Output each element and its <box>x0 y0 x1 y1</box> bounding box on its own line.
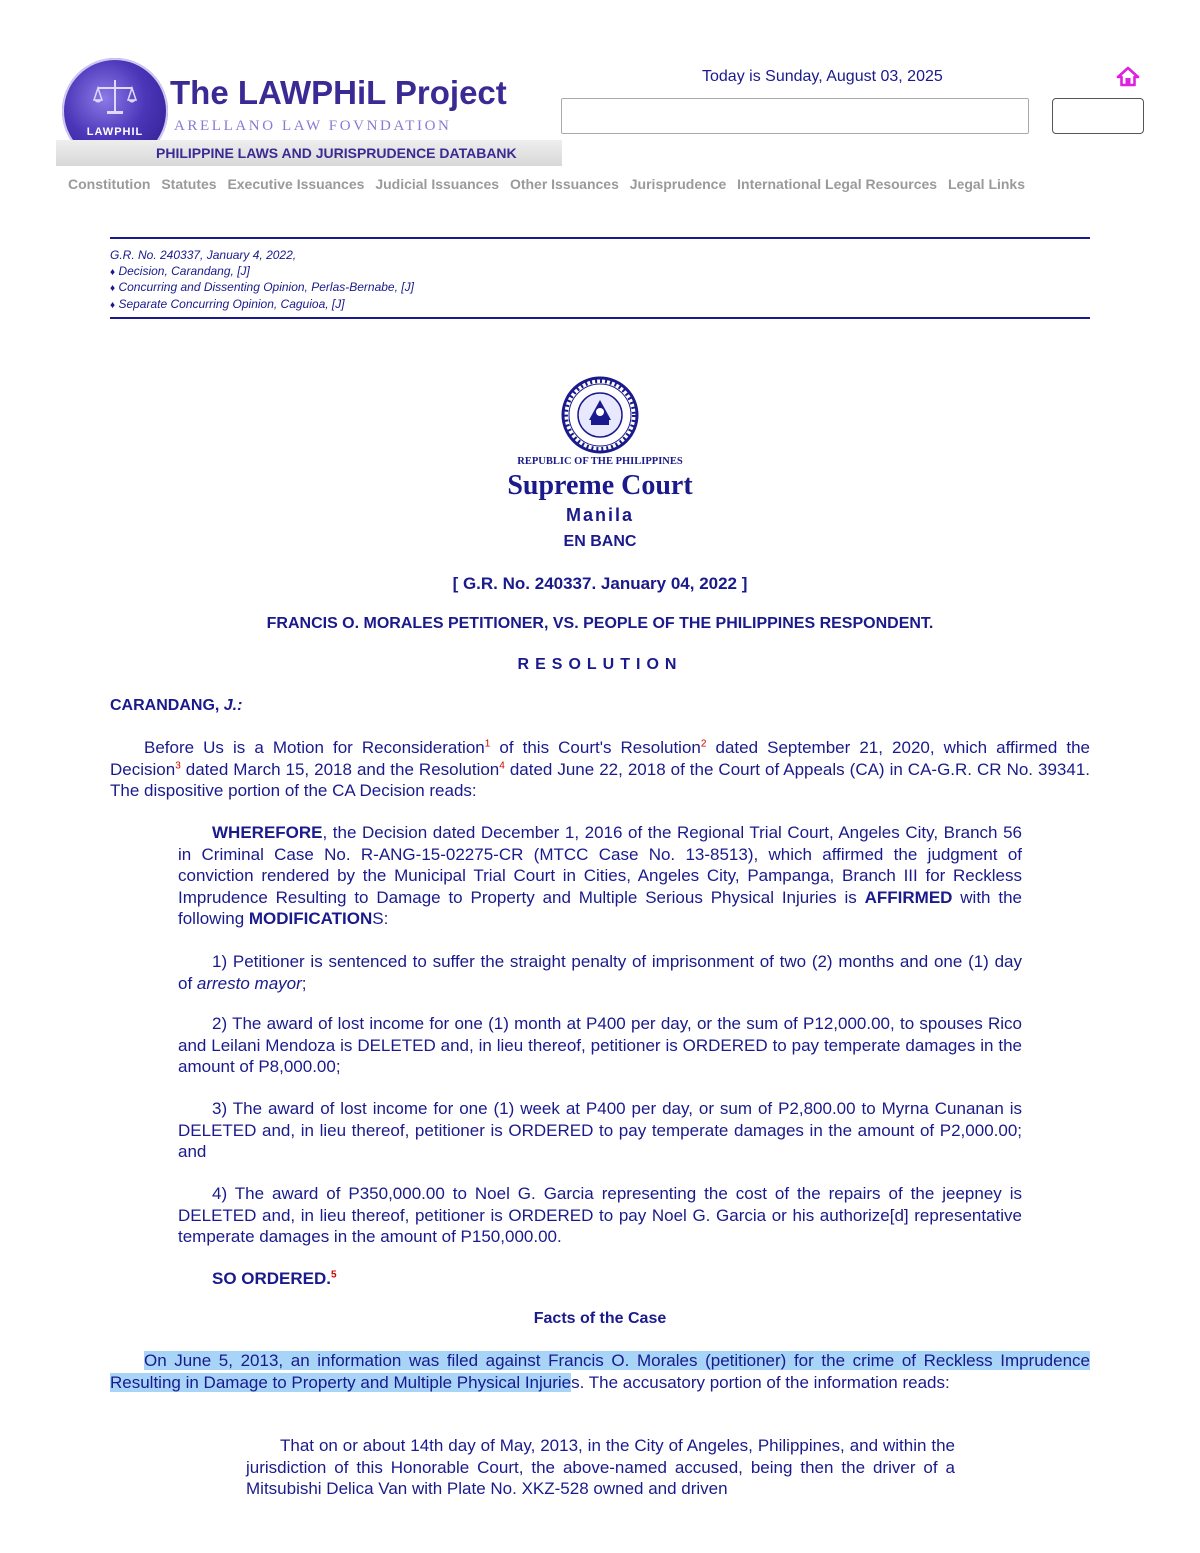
ponente <box>110 697 242 715</box>
quote-item-2: 2) The award of lost income for one (1) month at P400 per day, or the sum of P12,000.00, to spouses Rico and Leilani Mendoza is DELETED and, in lieu thereof, petitioner is ORDERED to pay temperate damages in the amount of P8,000.00; <box>178 1014 1022 1076</box>
text-run: with the following <box>178 887 1022 928</box>
home-icon[interactable] <box>1116 66 1140 88</box>
text-run: s. The accusatory portion of the information reads: <box>571 1372 950 1392</box>
nav-statutes[interactable]: Statutes <box>161 176 217 192</box>
footnote-2[interactable]: 2 <box>700 738 707 750</box>
footnote-4[interactable]: 4 <box>499 759 505 771</box>
text-run: dated June 22, 2018 of the Court of Appeals (CA) in CA-G.R. CR No. 39341. The dispositive portion of the CA Decision reads: <box>110 759 1091 800</box>
search-button[interactable] <box>1052 98 1144 134</box>
text-run: 1) Petitioner is sentenced to suffer the straight penalty of imprisonment of two (2) months and one (1) day of <box>178 952 1022 993</box>
search-input[interactable] <box>561 98 1029 134</box>
site-logo[interactable] <box>56 58 562 170</box>
quote-item-1 <box>178 951 1022 994</box>
text-run: S: <box>372 909 389 928</box>
ponente-title: J.: <box>223 697 243 714</box>
toc-link-concurring-dissenting[interactable]: Concurring and Dissenting Opinion, Perlas-Bernabe, [J] <box>118 280 414 294</box>
today-date: Today is Sunday, August 03, 2025 <box>702 68 943 85</box>
seal-label: LAWPHIL <box>86 126 144 138</box>
text-run: of this Court's Resolution <box>490 738 701 757</box>
toc-item <box>110 264 414 281</box>
toc-case: G.R. No. 240337, January 4, 2022, <box>110 248 297 262</box>
nav-judicial-issuances[interactable]: Judicial Issuances <box>375 176 500 192</box>
text-run: MODIFICATION <box>248 909 373 928</box>
nav-legal-links[interactable]: Legal Links <box>947 176 1026 192</box>
document-type: RESOLUTION <box>517 656 683 673</box>
gr-number: [ G.R. No. 240337. January 04, 2022 ] <box>452 574 748 593</box>
text-run: SO ORDERED. <box>212 1269 332 1288</box>
footnote-1[interactable]: 1 <box>484 738 491 750</box>
document-toc <box>110 248 414 313</box>
paragraph-intro <box>110 737 1090 802</box>
footnote-5[interactable]: 5 <box>331 1269 337 1281</box>
toc-link-decision[interactable]: Decision, Carandang, [J] <box>118 263 250 278</box>
bullet-icon: ♦ <box>110 266 116 278</box>
nav-executive-issuances[interactable]: Executive Issuances <box>227 176 365 192</box>
nav-constitution[interactable]: Constitution <box>68 176 151 192</box>
toc-link-separate-concurring[interactable]: Separate Concurring Opinion, Caguioa, [J] <box>118 296 345 311</box>
court-city: Manila <box>565 505 634 525</box>
text-run: Before Us is a Motion for Reconsideration <box>144 738 485 757</box>
text-run: , the Decision dated December 1, 2016 of the Regional Trial Court, Angeles City, Branch 56 in Criminal Case No. R-ANG-15-02275-CR (MTCC Case No. 13-8513), which affirmed the judgment of conviction rendered by the Municipal Trial Court in Cities, Angeles City, Pampanga, Branch III for Reckless Imprudence Resulting to Damage to Property and Multiple Serious Physical Injuries is <box>178 823 1022 907</box>
quote-information: That on or about 14th day of May, 2013, in the City of Angeles, Philippines, and within the jurisdiction of this Honorable Court, the above-named accused, being then the driver of a Mitsubishi Delica Van with Plate No. XKZ-528 owned and driven <box>246 1436 955 1498</box>
logo-banner-text: PHILIPPINE LAWS AND JURISPRUDENCE DATABANK <box>156 145 517 161</box>
quote-item-3: 3) The award of lost income for one (1) week at P400 per day, or sum of P2,800.00 to Myrna Cunanan is DELETED and, in lieu thereof, petitioner is ORDERED to pay temperate damages in the amount of P2,000.00; and <box>178 1099 1022 1161</box>
logo-subtitle: ARELLANO LAW FOVNDATION <box>174 118 452 134</box>
toc-item <box>110 297 414 314</box>
supreme-court-title: Supreme Court <box>507 470 693 501</box>
footnote-3[interactable]: 3 <box>175 759 181 771</box>
logo-title: The LAWPHiL Project <box>170 74 507 111</box>
so-ordered <box>178 1268 1022 1290</box>
text-run: AFFIRMED <box>864 887 953 907</box>
text-run: ; <box>301 973 307 993</box>
republic-label: REPUBLIC OF THE PHILIPPINES <box>517 456 683 467</box>
toc-item <box>110 280 414 297</box>
text-run: dated March 15, 2018 and the Resolution <box>180 759 500 779</box>
paragraph-facts <box>110 1350 1090 1393</box>
ponente-name: CARANDANG, <box>110 697 224 714</box>
bullet-icon: ♦ <box>110 283 116 294</box>
section-heading-facts: Facts of the Case <box>533 1310 667 1327</box>
text-run: arresto mayor <box>196 973 302 993</box>
court-division: EN BANC <box>563 533 637 550</box>
logo-banner <box>56 140 562 166</box>
case-parties: FRANCIS O. MORALES PETITIONER, VS. PEOPLE OF THE PHILIPPINES RESPONDENT. <box>266 615 934 632</box>
divider-bottom <box>110 317 1090 319</box>
quote-item-4: 4) The award of P350,000.00 to Noel G. Garcia representing the cost of the repairs of the jeepney is DELETED and, in lieu thereof, petitioner is ORDERED to pay Noel G. Garcia or his authorize[d] representative temperate damages in the amount of P150,000.00. <box>178 1184 1022 1246</box>
text-run: dated September 21, 2020, which affirmed the Decision <box>110 738 1090 779</box>
highlighted-text[interactable]: On June 5, 2013, an information was filed against Francis O. Morales (petitioner) for the crime of Reckless Imprudence Resulting in Damage to Property and Multiple Physical Injurie <box>110 1351 1090 1392</box>
scales-icon <box>92 78 138 118</box>
nav-other-issuances[interactable]: Other Issuances <box>509 176 619 192</box>
nav-international-legal-resources[interactable]: International Legal Resources <box>737 176 938 192</box>
supreme-court-seal-icon <box>561 376 639 454</box>
quote-wherefore <box>178 822 1022 930</box>
nav-jurisprudence[interactable]: Jurisprudence <box>629 176 727 192</box>
divider-top <box>110 237 1090 239</box>
bullet-icon: ♦ <box>110 299 116 311</box>
main-nav <box>68 176 1032 192</box>
text-run: WHEREFORE <box>212 823 323 842</box>
